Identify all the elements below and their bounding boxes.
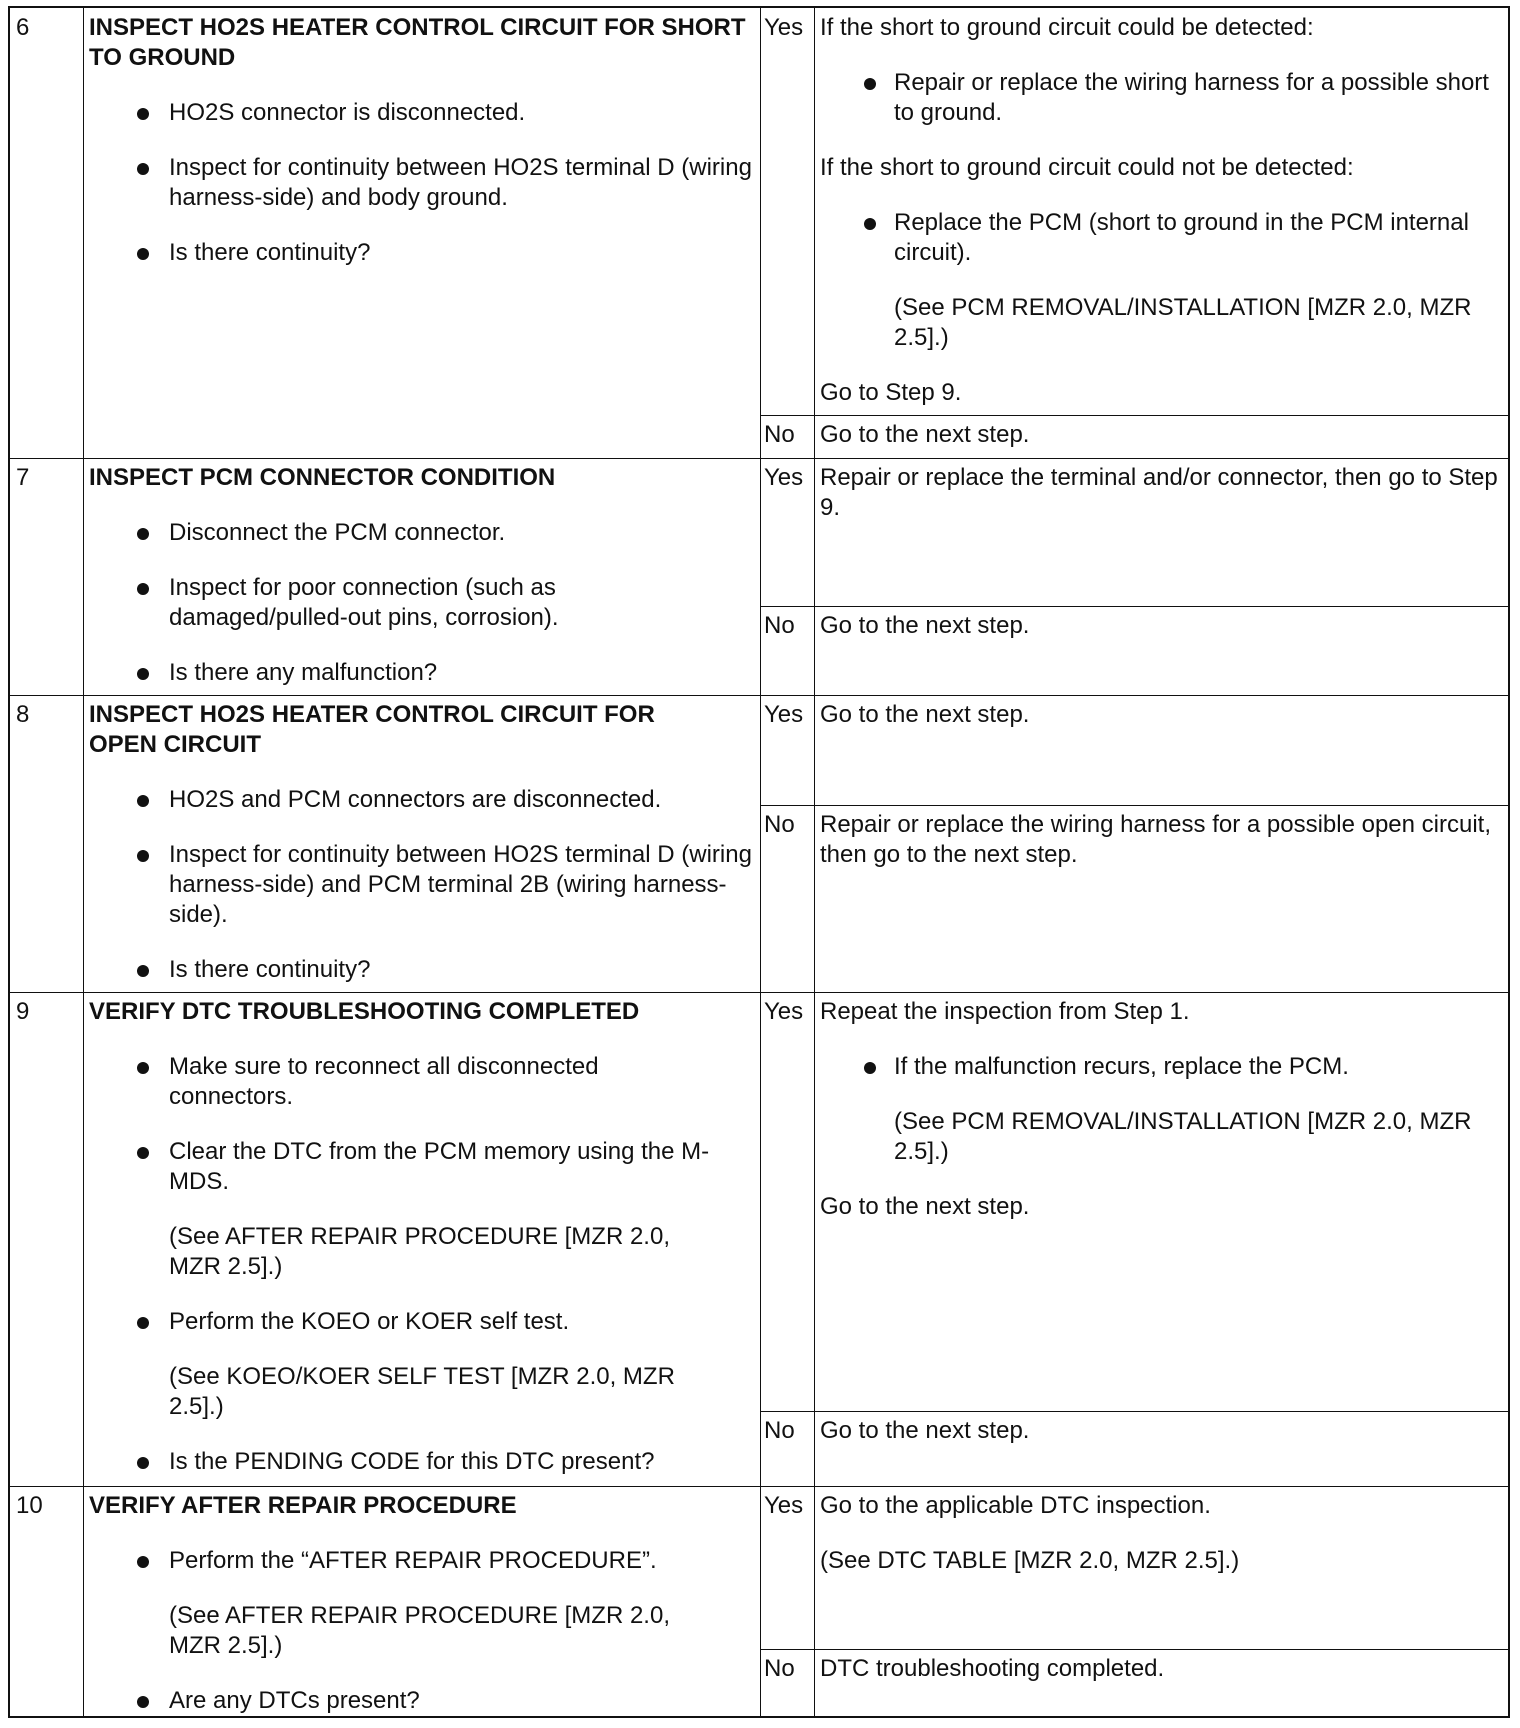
reference-text: (See KOEO/KOER SELF TEST [MZR 2.0, MZR 2.5].) <box>169 1363 675 1420</box>
result-list-item: Replace the PCM (short to ground in the PCM internal circuit). <box>820 208 1502 268</box>
bullet-icon <box>137 1062 149 1074</box>
yes-label: Yes <box>764 464 804 491</box>
step-number: 10 <box>16 1492 43 1519</box>
list-item: Perform the “AFTER REPAIR PROCEDURE”. <box>89 1546 752 1576</box>
list-item: Inspect for continuity between HO2S terminal D (wiring harness-side) and body ground. <box>89 153 752 213</box>
no-label: No <box>764 421 795 448</box>
list-item: Inspect for poor connection (such as damaged/pulled-out pins, corrosion). <box>89 573 752 633</box>
bullet-icon <box>864 78 876 90</box>
no-label: No <box>764 612 795 639</box>
step-content <box>83 8 760 268</box>
step-number: 8 <box>16 701 30 728</box>
step-number: 7 <box>16 464 30 491</box>
list-item: Is there continuity? <box>89 238 752 268</box>
step-title: INSPECT HO2S HEATER CONTROL CIRCUIT FOR OPEN CIRCUIT <box>89 701 655 758</box>
yes-label: Yes <box>764 998 804 1025</box>
reference-text: (See PCM REMOVAL/INSTALLATION [MZR 2.0, MZR 2.5].) <box>894 1108 1472 1165</box>
step-title: INSPECT PCM CONNECTOR CONDITION <box>89 464 556 491</box>
yes-result: Repair or replace the terminal and/or connector, then go to Step 9. <box>820 464 1498 521</box>
step-content <box>83 458 760 688</box>
bullet-icon <box>137 965 149 977</box>
list-item: Is the PENDING CODE for this DTC present? <box>89 1447 752 1477</box>
reference-text: (See AFTER REPAIR PROCEDURE [MZR 2.0, MZR 2.5].) <box>169 1223 670 1280</box>
step-title: INSPECT HO2S HEATER CONTROL CIRCUIT FOR SHORT TO GROUND <box>89 14 746 71</box>
list-item: Perform the KOEO or KOER self test. <box>89 1307 752 1337</box>
bullet-icon <box>137 163 149 175</box>
yes-label: Yes <box>764 14 804 41</box>
yes-result <box>814 992 1510 1222</box>
result-text: Go to Step 9. <box>820 379 962 406</box>
list-item: HO2S and PCM connectors are disconnected. <box>89 785 752 815</box>
bullet-icon <box>137 1457 149 1469</box>
bullet-icon <box>137 1147 149 1159</box>
result-list-item: If the malfunction recurs, replace the PCM. <box>820 1052 1502 1082</box>
list-item: Clear the DTC from the PCM memory using the M-MDS. <box>89 1137 752 1197</box>
result-text: Go to the applicable DTC inspection. <box>820 1492 1211 1519</box>
no-label: No <box>764 811 795 838</box>
bullet-icon <box>864 218 876 230</box>
reference-text: (See PCM REMOVAL/INSTALLATION [MZR 2.0, MZR 2.5].) <box>894 294 1472 351</box>
yes-label: Yes <box>764 701 804 728</box>
step-content <box>83 1486 760 1716</box>
reference-text: (See AFTER REPAIR PROCEDURE [MZR 2.0, MZR 2.5].) <box>169 1602 670 1659</box>
column-divider <box>760 8 761 1718</box>
step-number: 6 <box>16 14 30 41</box>
no-result: Go to the next step. <box>820 421 1030 448</box>
no-label: No <box>764 1417 795 1444</box>
step-content <box>83 695 760 985</box>
list-item: Is there continuity? <box>89 955 752 985</box>
yes-result: Go to the next step. <box>820 701 1030 728</box>
list-item: Inspect for continuity between HO2S terminal D (wiring harness-side) and PCM terminal 2B (wiring harness-side). <box>89 840 752 930</box>
step-content <box>83 992 760 1477</box>
no-result: Go to the next step. <box>820 612 1030 639</box>
yes-label: Yes <box>764 1492 804 1519</box>
bullet-icon <box>137 108 149 120</box>
bullet-icon <box>137 1696 149 1708</box>
bullet-icon <box>137 528 149 540</box>
troubleshooting-table <box>8 6 1510 1718</box>
list-item: Are any DTCs present? <box>89 1686 752 1716</box>
result-text: If the short to ground circuit could not be detected: <box>820 154 1354 181</box>
step-number: 9 <box>16 998 30 1025</box>
result-text: If the short to ground circuit could be detected: <box>820 14 1314 41</box>
list-item: Make sure to reconnect all disconnected connectors. <box>89 1052 752 1112</box>
yes-result <box>814 1486 1510 1576</box>
list-item: Disconnect the PCM connector. <box>89 518 752 548</box>
reference-text: (See DTC TABLE [MZR 2.0, MZR 2.5].) <box>820 1547 1240 1574</box>
step-title: VERIFY AFTER REPAIR PROCEDURE <box>89 1492 517 1519</box>
no-result: Repair or replace the wiring harness for a possible open circuit, then go to the next step. <box>820 811 1492 868</box>
bullet-icon <box>864 1062 876 1074</box>
result-text: Repeat the inspection from Step 1. <box>820 998 1190 1025</box>
yes-result <box>814 8 1510 408</box>
bullet-icon <box>137 668 149 680</box>
no-result: DTC troubleshooting completed. <box>820 1655 1165 1682</box>
no-label: No <box>764 1655 795 1682</box>
bullet-icon <box>137 583 149 595</box>
bullet-icon <box>137 795 149 807</box>
list-item: HO2S connector is disconnected. <box>89 98 752 128</box>
bullet-icon <box>137 248 149 260</box>
bullet-icon <box>137 1556 149 1568</box>
no-result: Go to the next step. <box>820 1417 1030 1444</box>
bullet-icon <box>137 1317 149 1329</box>
bullet-icon <box>137 850 149 862</box>
result-text: Go to the next step. <box>820 1193 1030 1220</box>
result-list-item: Repair or replace the wiring harness for a possible short to ground. <box>820 68 1502 128</box>
list-item: Is there any malfunction? <box>89 658 752 688</box>
step-title: VERIFY DTC TROUBLESHOOTING COMPLETED <box>89 998 640 1025</box>
